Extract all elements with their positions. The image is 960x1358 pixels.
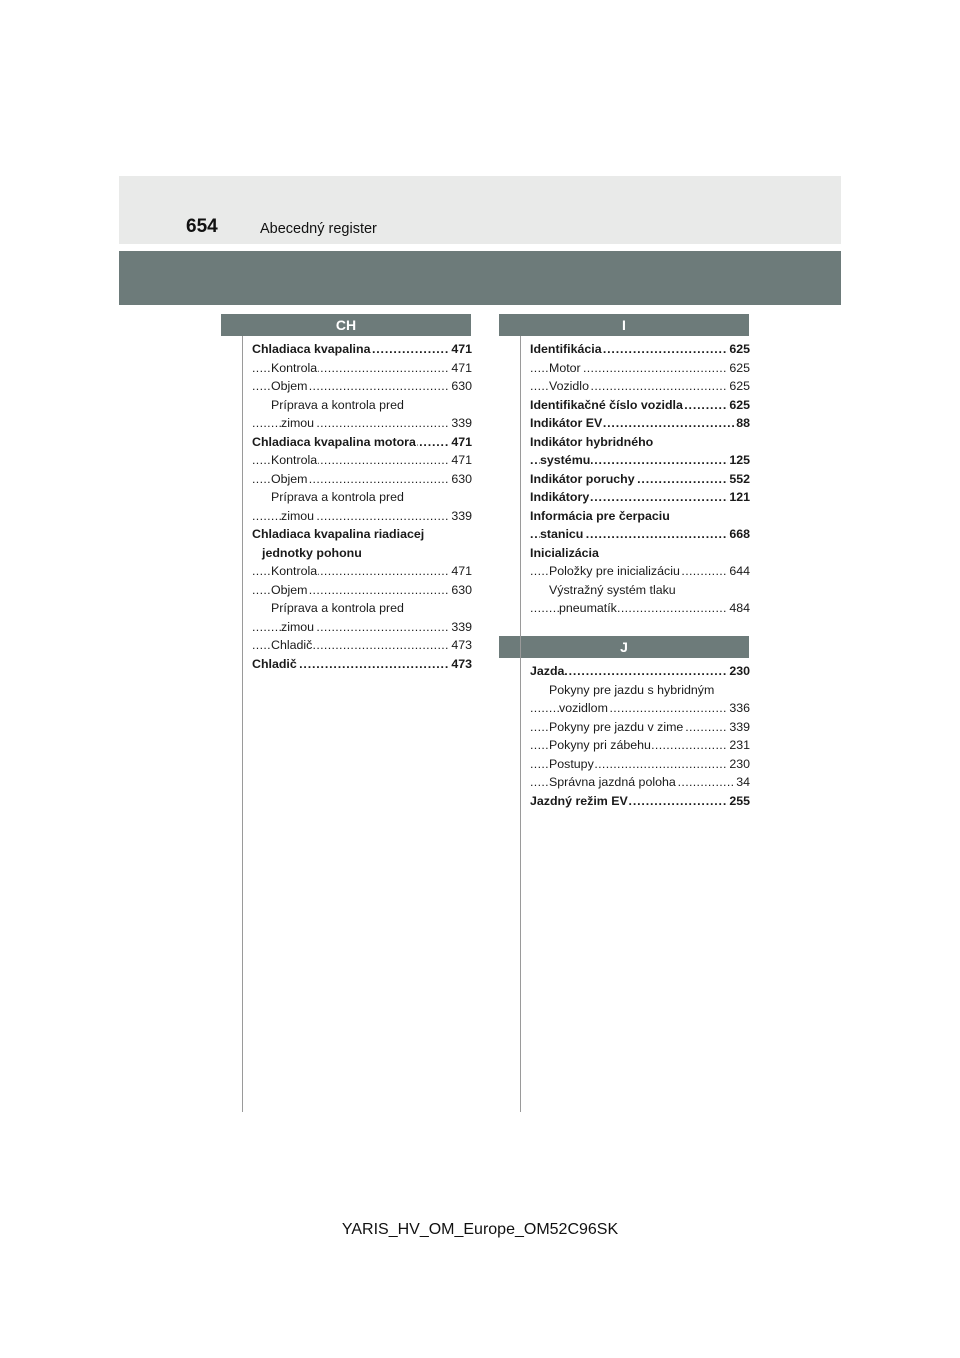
- index-entry-text: Jazdný režim EV: [530, 793, 628, 808]
- index-entry-page: 625: [728, 396, 750, 415]
- index-list-i: [530, 340, 750, 618]
- index-entry: [252, 488, 472, 507]
- index-entry-page: 668: [728, 525, 750, 544]
- right-column-rule: [520, 336, 521, 1112]
- index-entry-text: Správna jazdná poloha: [549, 775, 676, 789]
- index-entry-text: zimou: [281, 619, 315, 634]
- index-entry: [252, 340, 472, 359]
- letter-heading-i: I: [499, 314, 749, 336]
- index-entry-page: 34: [735, 773, 750, 792]
- index-entry-page: 630: [450, 470, 472, 489]
- index-entry: [530, 359, 750, 378]
- index-entry-page: 230: [728, 755, 750, 774]
- index-list-j: [530, 662, 750, 810]
- index-entry-page: 339: [450, 618, 472, 637]
- index-entry-page: 644: [728, 562, 750, 581]
- index-entry-text: Jazda: [530, 664, 565, 678]
- index-entry-page: 471: [450, 433, 472, 452]
- index-entry-text: Pokyny pre jazdu s hybridným: [549, 682, 715, 697]
- index-entry: [530, 662, 750, 681]
- index-list-ch: [252, 340, 472, 673]
- index-entry: [530, 414, 750, 433]
- index-entry-text: vozidlom: [559, 701, 608, 715]
- index-entry-text: Vozidlo: [549, 379, 589, 393]
- index-entry-page: 471: [450, 451, 472, 470]
- index-entry-text: Indikátor EV: [530, 416, 603, 430]
- chapter-band: [119, 251, 841, 305]
- index-entry-page: 630: [450, 377, 472, 396]
- index-entry-page: 473: [450, 655, 472, 674]
- index-entry-page: 230: [728, 662, 750, 681]
- index-entry-page: 625: [728, 340, 750, 359]
- index-entry-page: 121: [728, 488, 750, 507]
- index-entry: [530, 470, 750, 489]
- index-entry: [530, 792, 750, 811]
- index-entry: [252, 636, 472, 655]
- index-entry-text: Identifikačné číslo vozidla: [530, 397, 683, 412]
- index-entry-text: Výstražný systém tlaku: [549, 582, 676, 597]
- index-entry: [530, 433, 750, 452]
- left-column-rule: [242, 336, 243, 1112]
- index-entry: [530, 544, 750, 563]
- letter-heading-j: J: [499, 636, 749, 658]
- header-band: [119, 176, 841, 244]
- index-entry-text: Motor: [549, 360, 581, 375]
- index-entry: [530, 377, 750, 396]
- index-entry-text: Identifikácia: [530, 342, 602, 356]
- index-entry-text: Chladiaca kvapalina riadiacej: [252, 527, 425, 541]
- document-code: YARIS_HV_OM_Europe_OM52C96SK: [341, 1221, 619, 1238]
- index-entry-text: Chladič: [271, 638, 313, 652]
- index-entry: [252, 599, 472, 618]
- index-entry-page: 88: [735, 414, 750, 433]
- index-entry-text: jednotky pohonu: [262, 545, 362, 560]
- index-entry-text: Indikátor hybridného: [530, 434, 654, 449]
- index-entry: [252, 414, 472, 433]
- index-entry-page: 625: [728, 377, 750, 396]
- index-entry-text: Položky pre inicializáciu: [549, 564, 680, 578]
- index-entry: [530, 525, 750, 544]
- index-entry: [252, 618, 472, 637]
- index-entry-page: 255: [728, 792, 750, 811]
- index-entry-text: Objem: [271, 379, 308, 393]
- index-entry-text: Príprava a kontrola pred: [271, 397, 404, 412]
- index-entry-text: zimou: [281, 416, 315, 430]
- index-entry: [530, 562, 750, 581]
- index-entry: [252, 581, 472, 600]
- index-entry-text: zimou: [281, 508, 315, 523]
- section-title: Abecedný register: [260, 221, 377, 237]
- index-entry: [252, 377, 472, 396]
- index-entry: [530, 340, 750, 359]
- index-entry-page: 471: [450, 340, 472, 359]
- index-entry-text: pneumatík: [559, 601, 617, 615]
- index-entry-text: stanicu: [540, 527, 584, 541]
- index-entry-page: 471: [450, 562, 472, 581]
- index-entry-text: Inicializácia: [530, 545, 599, 560]
- index-entry-text: Kontrola: [271, 360, 318, 375]
- index-entry-page: 336: [728, 699, 750, 718]
- index-entry-text: Pokyny pre jazdu v zime: [549, 719, 684, 734]
- index-entry: [252, 507, 472, 526]
- index-entry: [530, 699, 750, 718]
- index-entry: [530, 451, 750, 470]
- index-entry-page: 625: [728, 359, 750, 378]
- index-entry: [252, 544, 472, 563]
- index-entry: [530, 488, 750, 507]
- index-entry: [530, 507, 750, 526]
- index-entry: [530, 718, 750, 737]
- index-entry-page: 471: [450, 359, 472, 378]
- index-entry-page: 552: [728, 470, 750, 489]
- index-entry-text: Indikátor poruchy: [530, 471, 635, 486]
- index-entry: [530, 755, 750, 774]
- index-entry: [530, 599, 750, 618]
- index-entry: [252, 396, 472, 415]
- index-entry: [252, 451, 472, 470]
- letter-heading-ch: CH: [221, 314, 471, 336]
- index-entry-text: Postupy: [549, 756, 594, 771]
- index-entry: [252, 433, 472, 452]
- index-entry-page: 231: [728, 736, 750, 755]
- index-entry: [530, 396, 750, 415]
- index-entry: [252, 470, 472, 489]
- index-entry-text: systému: [540, 453, 591, 467]
- index-entry: [530, 681, 750, 700]
- index-entry-page: 630: [450, 581, 472, 600]
- index-entry-page: 125: [728, 451, 750, 470]
- index-entry-page: 484: [728, 599, 750, 618]
- index-entry-text: Kontrola: [271, 564, 318, 578]
- index-entry-text: Kontrola: [271, 453, 318, 467]
- index-entry-text: Príprava a kontrola pred: [271, 490, 404, 504]
- index-entry-text: Chladiaca kvapalina: [252, 342, 371, 356]
- index-entry: [252, 359, 472, 378]
- index-entry-page: 473: [450, 636, 472, 655]
- index-entry-page: 339: [450, 507, 472, 526]
- index-entry-text: Informácia pre čerpaciu: [530, 508, 670, 523]
- index-entry: [252, 655, 472, 674]
- index-entry-text: Objem: [271, 471, 308, 486]
- index-entry: [530, 736, 750, 755]
- index-entry-text: Príprava a kontrola pred: [271, 601, 404, 615]
- index-entry-text: Chladiaca kvapalina motora: [252, 434, 416, 449]
- index-entry-text: Chladič: [252, 656, 297, 671]
- index-entry: [252, 525, 472, 544]
- index-entry: [252, 562, 472, 581]
- index-entry-text: Objem: [271, 582, 308, 597]
- index-entry-text: Indikátory: [530, 490, 590, 504]
- index-entry: [530, 773, 750, 792]
- index-entry-page: 339: [728, 718, 750, 737]
- page-number: 654: [186, 216, 218, 237]
- index-entry-page: 339: [450, 414, 472, 433]
- index-entry-text: Pokyny pri zábehu: [549, 738, 651, 752]
- index-entry: [530, 581, 750, 600]
